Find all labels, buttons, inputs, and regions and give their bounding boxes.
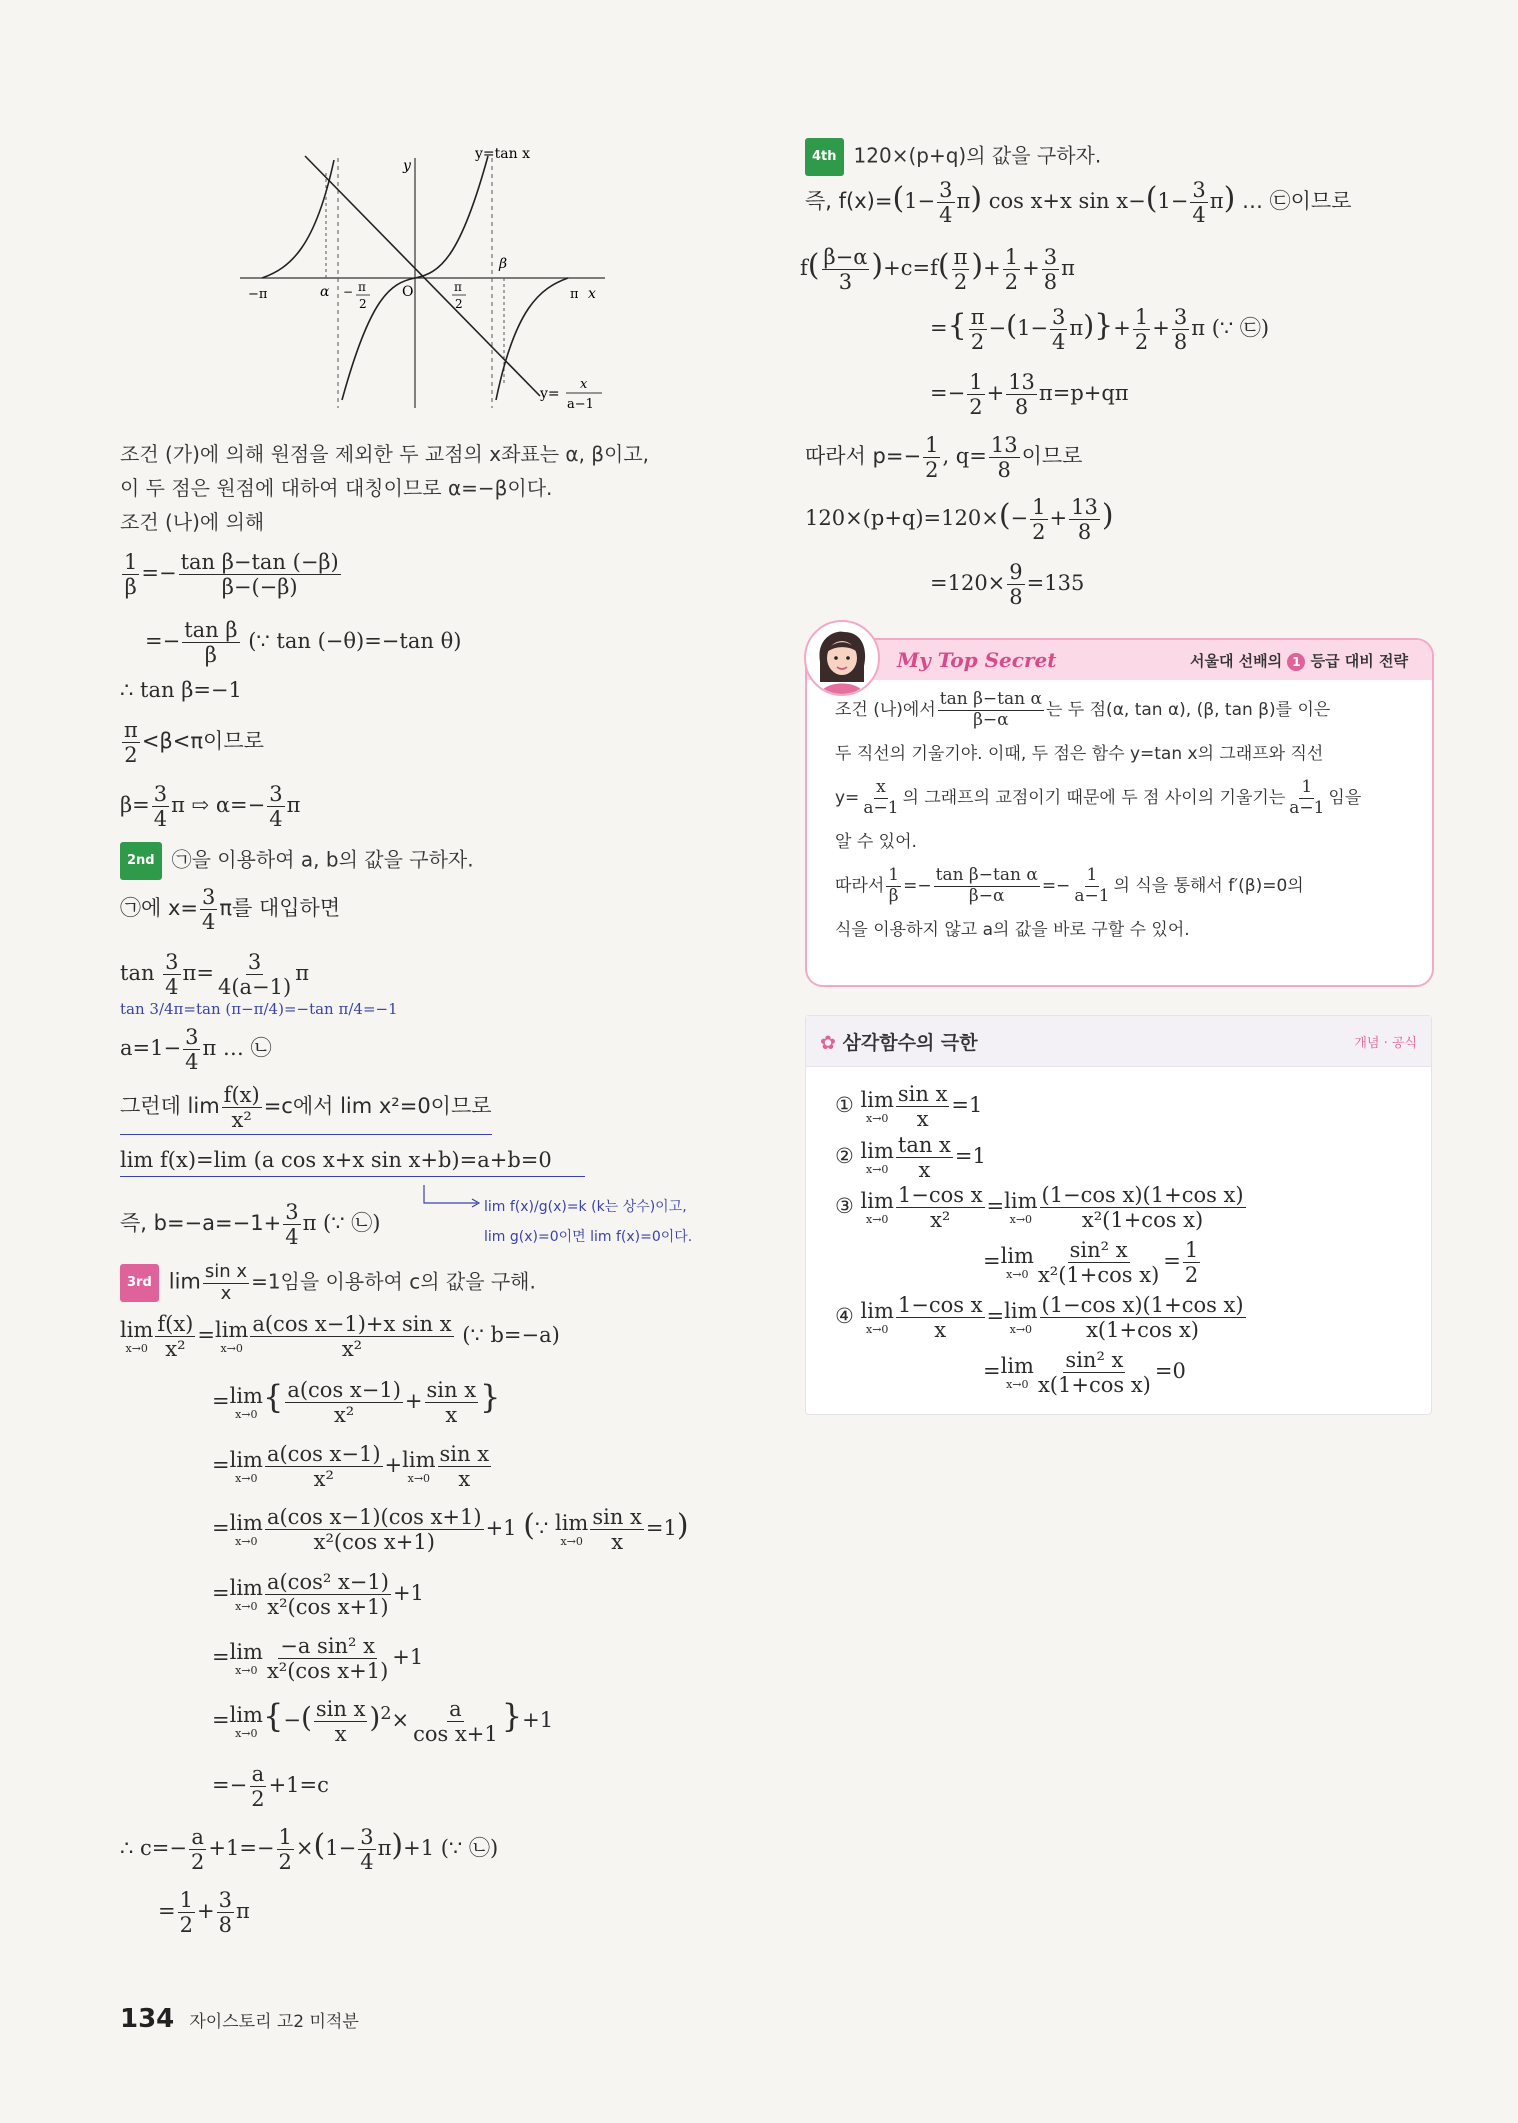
- step-3-text: =1임을 이용하여 c의 값을 구해.: [251, 1269, 536, 1294]
- secret-line-6: 식을 이용하지 않고 a의 값을 바로 구할 수 있어.: [835, 920, 1190, 940]
- eq-3: ∴ tan β=−1: [120, 678, 242, 702]
- grade-badge-icon: 1: [1287, 653, 1305, 671]
- secret-line-3: y= $\frac{x}{a-1}$ 의 그래프의 교점이기 때문에 두 점 사이의 기울기는 $\frac{1}{a-1}$ 임을: [835, 776, 1362, 818]
- top-secret-body: [807, 680, 1432, 966]
- limit-item-3: ③ lim x→0 $\frac{\text{1−cos x}}{\text{x²}}$ = lim x→0 $\frac{\text{(1−cos x)(1+cos x)}}{\text{x²(1+cos x)}}$: [835, 1183, 1244, 1233]
- deriv-7: = lim x→0 {−( $\frac{\text{sin x}}{x}$ )$^2$× $\frac{a}{\text{cos x+1}}$ }+1: [212, 1697, 554, 1747]
- b-line: 즉, b=−a=−1+ $\frac{3}{4}$ π (∵ ㉡): [120, 1200, 381, 1250]
- but-line: 그런데 lim $\frac{f(x)}{\text{x²}}$ =c에서 lim x²=0이므로: [120, 1083, 492, 1135]
- tick-beta: β: [499, 256, 508, 272]
- trig-limits-header: [806, 1016, 1431, 1067]
- note-arrow: [422, 1183, 482, 1213]
- page-number: 134: [120, 2004, 175, 2034]
- x-axis-label: x: [588, 286, 596, 302]
- concept-tag: 개념 · 공식: [1354, 1035, 1417, 1051]
- limit-item-3b: = lim x→0 $\frac{\text{sin² x}}{\text{x²(1+cos x)}}$ = $\frac{1}{2}$: [983, 1238, 1199, 1288]
- r-line-1: 즉, f(x)=(1− $\frac{3}{4}$ π) cos x+x sin x−(1− $\frac{3}{4}$ π) … ㉢이므로: [805, 178, 1352, 228]
- step-3-badge: 3rd: [120, 1264, 159, 1302]
- r-line-4: =− $\frac{1}{2}$ + $\frac{13}{8}$ π=p+qπ: [930, 370, 1129, 420]
- r-line-7: =120× $\frac{9}{8}$ =135: [930, 560, 1085, 610]
- y-axis-label: y: [403, 158, 411, 174]
- intro-line-1: 조건 (가)에 의해 원점을 제외한 두 교점의 x좌표는 α, β이고,: [120, 442, 650, 466]
- deriv-3: = lim x→0 $\frac{\text{a(cos x−1)}}{\text{x²}}$ + lim x→0 $\frac{\text{sin x}}{x}$: [212, 1442, 490, 1492]
- r-line-5: 따라서 p=− $\frac{1}{2}$ , q= $\frac{13}{8}$ 이므로: [805, 433, 1083, 483]
- step-4-badge: 4th: [805, 138, 844, 176]
- intro-text: [120, 437, 740, 539]
- deriv-1: lim x→0 $\frac{f(x)}{\text{x²}}$ = lim x→0 $\frac{\text{a(cos x−1)+x sin x}}{\text{x²}}$ (∵ b=−a): [120, 1312, 560, 1362]
- tan-line: tan $\frac{3}{4}$ π= $\frac{3}{4(a-1)}$ π: [120, 950, 309, 1000]
- secret-line-2: 두 직선의 기울기야. 이때, 두 점은 함수 y=tan x의 그래프와 직선: [835, 744, 1324, 764]
- eq-1: $\frac{1}{\beta}$ =− $\frac{\text{tan β−tan (−β)}}{\beta-(-\beta)}$: [124, 550, 339, 600]
- origin-label: O: [402, 284, 414, 300]
- secret-line-5: 따라서 $\frac{1}{\beta}$ =− $\frac{\text{tan β−tan α}}{\beta-\alpha}$ =− $\frac{1}{a-1}$ 의 식을 통해서 f′(β)=0의: [835, 864, 1304, 906]
- footer: [120, 2004, 359, 2034]
- limit-item-4: ④ lim x→0 $\frac{\text{1−cos x}}{x}$ = lim x→0 $\frac{\text{(1−cos x)(1+cos x)}}{\text{x(1+cos x)}}$: [835, 1293, 1244, 1343]
- top-secret-subtitle: 서울대 선배의 1 등급 대비 전략: [1189, 651, 1408, 670]
- flower-icon: ✿: [820, 1031, 836, 1054]
- r-line-2: f( $\frac{\beta-\alpha}{3}$ )+c=f( $\frac{\pi}{2}$ )+ $\frac{1}{2}$ + $\frac{3}{8}$ π: [800, 245, 1075, 295]
- student-avatar-icon: [806, 622, 878, 694]
- sub-line: ㉠에 x= $\frac{3}{4}$ π를 대입하면: [120, 885, 341, 935]
- limit-note-2: lim g(x)=0이면 lim f(x)=0이다.: [484, 1229, 693, 1245]
- tick-pi2-num: π: [454, 280, 462, 294]
- step-2: [120, 842, 474, 880]
- tick-pi2-den: 2: [455, 297, 463, 311]
- tan-graph: [240, 138, 620, 413]
- eq-5: β= $\frac{3}{4}$ π ⇨ α=− $\frac{3}{4}$ π: [120, 782, 301, 832]
- top-secret-header: [807, 640, 1432, 680]
- eq-2: =− $\frac{\text{tan β}}{\beta}$ (∵ tan (−θ)=−tan θ): [145, 618, 462, 668]
- intro-line-3: 조건 (나)에 의해: [120, 510, 265, 534]
- step-3: 3rd lim $\frac{\text{sin x}}{x}$ =1임을 이용하여 c의 값을 구해.: [120, 1262, 536, 1304]
- a-line: a=1− $\frac{3}{4}$ π … ㉡: [120, 1025, 272, 1075]
- tick-minus: −: [343, 285, 354, 299]
- step-4-text: 120×(p+q)의 값을 구하자.: [853, 143, 1102, 168]
- avatar: [804, 620, 880, 696]
- secret-line-1: 조건 (나)에서 $\frac{\text{tan β−tan α}}{\beta-\alpha}$ 는 두 점(α, tan α), (β, tan β)를 이은: [835, 688, 1331, 730]
- c-line-2: = $\frac{1}{2}$ + $\frac{3}{8}$ π: [158, 1888, 250, 1938]
- lim-line: lim f(x)=lim (a cos x+x sin x+b)=a+b=0: [120, 1148, 585, 1177]
- book-title: 자이스토리 고2 미적분: [189, 2012, 359, 2032]
- limit-item-4b: = lim x→0 $\frac{\text{sin² x}}{\text{x(1+cos x)}}$ =0: [983, 1348, 1186, 1398]
- deriv-2: = lim x→0 { $\frac{\text{a(cos x−1)}}{\text{x²}}$ + $\frac{\text{sin x}}{x}$ }: [212, 1378, 501, 1428]
- deriv-4: = lim x→0 $\frac{\text{a(cos x−1)(cos x+1)}}{\text{x²(cos x+1)}}$ +1 (∵ lim x→0 $\frac{\text{sin x}}{x}$ =1): [212, 1505, 689, 1555]
- deriv-8: =− $\frac{a}{2}$ +1=c: [212, 1762, 329, 1812]
- limit-note-1: lim f(x)/g(x)=k (k는 상수)이고,: [484, 1199, 687, 1215]
- r-line-3: ={ $\frac{\pi}{2}$ −(1− $\frac{3}{4}$ π)}+ $\frac{1}{2}$ + $\frac{3}{8}$ π (∵ ㉢): [930, 305, 1270, 355]
- step-2-text: ㉠을 이용하여 a, b의 값을 구하자.: [171, 847, 474, 872]
- deriv-6: = lim x→0 $\frac{\text{−a sin² x}}{\text{x²(cos x+1)}}$ +1: [212, 1634, 424, 1684]
- limit-item-1: ① lim x→0 $\frac{\text{sin x}}{x}$ =1: [835, 1082, 983, 1132]
- limit-item-2: ② lim x→0 $\frac{\text{tan x}}{x}$ =1: [835, 1133, 986, 1183]
- tick-neg-pi: −π: [248, 287, 268, 302]
- step-2-badge: 2nd: [120, 842, 162, 880]
- limit-note: [484, 1192, 692, 1252]
- tan-note: tan 3/4π=tan (π−π/4)=−tan π/4=−1: [120, 1000, 398, 1018]
- tick-pi-den: 2: [359, 297, 367, 311]
- step-4: [805, 138, 1101, 176]
- tick-alpha: α: [320, 284, 330, 300]
- tick-pi: π: [570, 287, 579, 302]
- intro-line-2: 이 두 점은 원점에 대하여 대칭이므로 α=−β이다.: [120, 476, 553, 500]
- r-line-6: 120×(p+q)=120×(− $\frac{1}{2}$ + $\frac{13}{8}$ ): [805, 495, 1114, 545]
- line-label-prefix: y=: [540, 386, 560, 402]
- top-secret-title: My Top Secret: [897, 648, 1057, 672]
- eq-4: $\frac{\pi}{2}$ <β<π이므로: [124, 718, 264, 768]
- line-label-den: a−1: [567, 397, 594, 412]
- curve-label: y=tan x: [475, 146, 530, 162]
- tick-pi-num: π: [358, 280, 366, 294]
- deriv-5: = lim x→0 $\frac{\text{a(cos² x−1)}}{\text{x²(cos x+1)}}$ +1: [212, 1570, 424, 1620]
- c-line-1: ∴ c=− $\frac{a}{2}$ +1=− $\frac{1}{2}$ ×(1− $\frac{3}{4}$ π)+1 (∵ ㉡): [120, 1825, 499, 1875]
- trig-limits-title: 삼각함수의 극한: [842, 1031, 978, 1054]
- line-label-num: x: [580, 377, 588, 392]
- top-secret-box: [805, 638, 1434, 987]
- secret-line-4: 알 수 있어.: [835, 832, 917, 852]
